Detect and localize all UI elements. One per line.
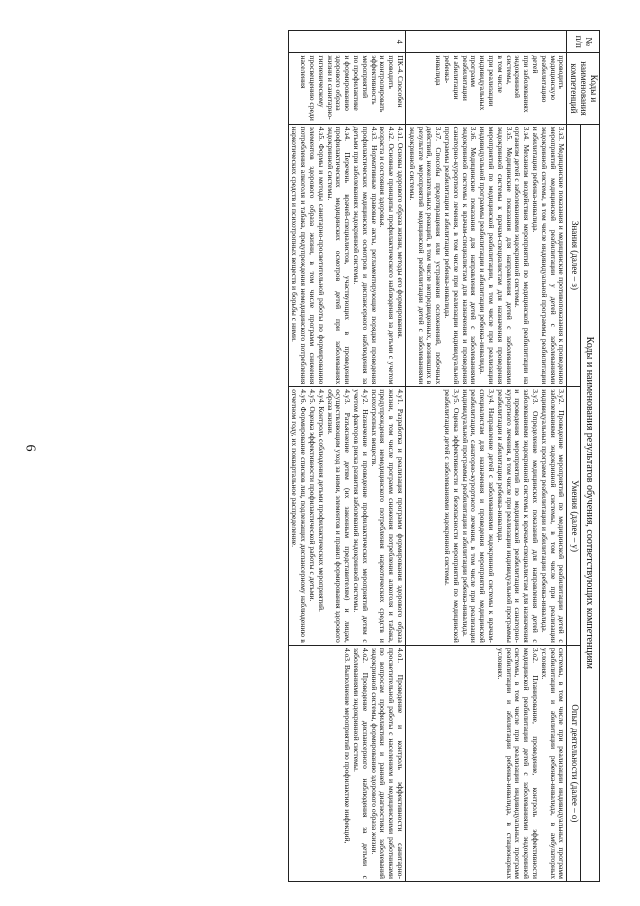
table-row [405,31,566,882]
competency-cell-line: в том числе [495,55,505,93]
skills-cell [405,387,566,646]
knowledge-cell [288,124,405,387]
competency-cell-line: медицинскую [548,55,558,101]
competency-cell-line: населения [299,55,309,89]
skills-cell [288,387,405,646]
skills-cell-line: 3.у5. Оценка эффективности и безопасности мероприятий по медицинской реабилитации детей с заболеваниями эндокринной системы. [442,389,461,643]
table-body [288,31,567,882]
table-row [288,31,405,882]
row-number [405,31,566,53]
experience-cell-line: 4.о1. Проведение и контроль эффективности санитарно-просветительной работы с населением и медицинскими работниками по вопросам профилактики и ранней диагностики заболеваний эндокринной системы, формированию здорового образа жизни. [369,647,405,879]
knowledge-cell-line: 3.з3. Медицинские показания и медицинские противопоказания к проведению мероприятий медицинской реабилитации у детей с заболеваниями эндокринной системы, в том числе индивидуальной программы реабилитации и абилитации ребенка-инвалида. [530,126,567,385]
competency-cell-line: жизни и санитарно- [325,55,335,120]
header-group: Коды и наименования результатов обучения, соответствующих компетенциям [580,124,599,881]
competencies-table [288,30,600,882]
competency-cell-line: проводить [557,55,567,89]
knowledge-cell-line: 3.з5. Медицинские показания для направления детей с заболеваниями эндокринной системы к врачам-специалистам для назначения проведения мероприятий по медицинской реабилитации, в том числе при реализации индивидуальной программы реабилитации и абилитации ребенка-инвалида. [478,126,514,385]
knowledge-cell [405,124,566,387]
knowledge-cell-line: 4.з2. Основные принципы профилактического наблюдения за детьми с учетом возраста и состояния здоровья. [378,126,397,385]
skills-cell-line: 3.у2. Проведение мероприятий по медицинской реабилитации детей с заболеваниями эндокринной системы, в том числе при реализации индивидуальных программ реабилитации и абилитации ребенка-инвалида. [539,389,567,643]
rotated-table-container [54,30,600,882]
knowledge-cell-line: 4.з4. Перечень врачей-специалистов, участвующих в проведении профилактических медицинских осмотров детей при заболеваниях эндокринной системы. [325,126,353,385]
skills-cell-line: 4.у4. Контроль соблюдения детьми профилактических мероприятий. [316,389,326,612]
skills-cell-line: 4.у1. Разработка и реализация программ формирования здорового образа жизни, в том числе программ снижения потребления алкоголя и табака, предупреждения немедицинского потребления наркотических средств и психотропных веществ. [369,389,405,643]
knowledge-cell-line: 3.з7. Способы предотвращения или устранения осложнений, побочных действий, нежелательных реакций, в том числе непредвиденных, возникших в результате мероприятий медицинской реабилитации детей с заболеваниями эндокринной системы. [407,126,444,385]
competency-cell-line: и абилитации ребенка- [442,55,461,100]
competency-cell-line: эффективность [369,55,379,105]
competency-cell-line: проводить [387,55,397,89]
competency-cell-line: индивидуальных [478,55,488,111]
header-codes: Коды и наименования компетенций [567,53,600,124]
competency-cell-line: гигиеническому [316,55,326,108]
competency-cell-line: и формированию [343,55,353,111]
skills-cell-line: 4.у6. Формирование списков лиц, подлежащих диспансерному наблюдению в отчетном году, их поквартальное распределение. [290,389,309,643]
competency-cell-line: мероприятий [360,55,370,99]
knowledge-cell-line: 3.з6. Медицинские показания для направления детей с заболеваниями эндокринной системы к врачам-специалистам для назначения и проведения санаторно-курортного лечения, в том числе при реализации индивидуальной программы реабилитации и абилитации ребенка-инвалида. [442,126,479,385]
header-skills: Умения (далее – у) [567,387,581,646]
competency-cell-line: инвалида [434,55,444,86]
experience-cell-line: системы, в том числе при реализации индивидуальных программ реабилитации и абилитации ребенка-инвалида, в амбулаторных условиях. [539,647,567,879]
competency-cell [288,53,405,124]
knowledge-cell-line: 4.з3. Нормативные правовые акты, регламентирующие порядки проведения профилактических медицинских осмотров и диспансерного наблюдения за детьми при заболеваниях эндокринной системы. [352,126,379,385]
experience-cell-line: 4.о2. Проведение диспансерного наблюдения за детьми с заболеваниями эндокринной системы. [352,647,370,879]
page-number: 6 [22,444,38,452]
row-number: 4 [288,31,405,53]
skills-cell-line: 4.у2. Назначение и проведение профилактических мероприятий детям с учетом факторов риска развития заболеваний эндокринной системы. [352,389,370,643]
experience-cell [288,645,405,881]
experience-cell-line: 4.о3. Выполнение мероприятий по профилактике инфекций, [343,647,353,844]
competency-cell [405,53,566,124]
competency-cell-line: просвещению среди [308,55,318,121]
competency-cell-line: эндокринной системы, [504,55,523,98]
competency-cell-line: при реализации [486,55,496,107]
skills-cell-line: 3.у4. Направление детей с заболеваниями эндокринной системы к врачам-специалистам для назначения и проведения мероприятий медицинской реабилитации, санаторно-курортного лечения, в том числе при реализации индивидуальной программы реабилитации и абилитации ребенка-инвалида. [460,389,496,643]
skills-cell-line: 4.у3. Разъяснение детям (их законным представителям) и лицам, осуществляющим уход за ними, элементов и правил формирования здорового образа жизни. [325,389,353,643]
competency-cell-line: ПК-4. Способен [395,55,405,108]
header-knowledge: Знания (далее – з) [567,124,581,387]
knowledge-cell-line: 4.з5. Формы и методы санитарно-просветительной работы по формированию элементов здорового образа жизни, в том числе программ снижения потребления алкоголя и табака, предупреждения немедицинского потребления наркотических средств и психотропных веществ и борьбы с ними. [290,126,326,385]
experience-cell [405,645,566,881]
competency-cell-line: здорового образа [334,55,344,111]
competency-cell-line: по профилактике [352,55,361,111]
competency-cell-line: программ [469,55,479,87]
experience-cell-line: 3.о2. Планирование, проведение, контроль эффективности медицинской реабилитации детей с заболеваниями эндокринной системы, в том числе при реализации индивидуальных программ реабилитации и абилитации ребенка-инвалида, в стационарных условиях. [495,647,540,879]
knowledge-cell-line: 3.з4. Механизм воздействия мероприятий по медицинской реабилитации на организм детей с заболеваниями эндокринной системы. [513,126,532,385]
competency-cell-line: и контролировать [378,55,388,113]
competency-cell-line: реабилитации [460,55,470,101]
header-num: № п/п [567,31,600,53]
competency-cell-line: реабилитацию детей [530,55,549,103]
knowledge-cell-line: 4.з1. Основы здорового образа жизни, методы его формирования. [395,126,405,339]
header-experience: Опыт деятельности (далее – о) [567,645,581,881]
skills-cell-line: 4.у5. Оценка эффективности профилактической работы с детьми. [308,389,318,602]
skills-cell-line: 3.у3. Определение медицинских показаний для направления детей с заболеваниями эндокринной системы к врачам-специалистам для назначения и проведения мероприятий по медицинской реабилитации и санаторно-курортного лечения, в том числе при реализации индивидуальной программы реабилитации и абилитации ребенка-инвалида. [495,389,540,643]
competency-cell-line: при заболеваниях [522,55,532,113]
